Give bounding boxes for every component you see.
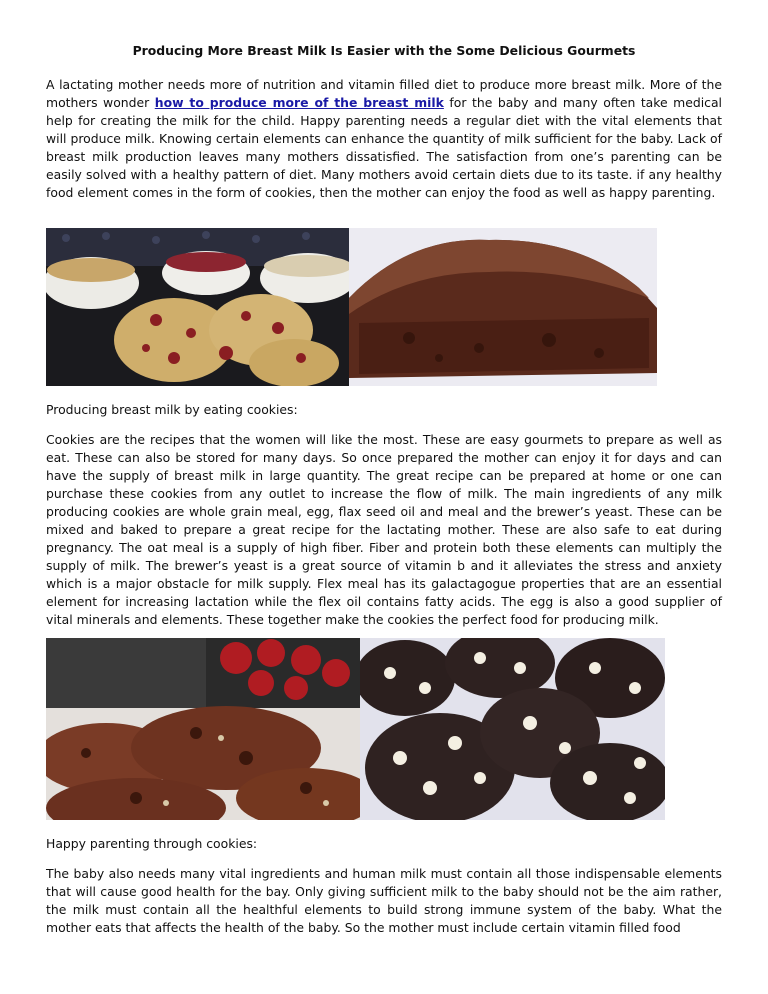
white-chip-cookies-photo: [360, 638, 665, 820]
cookies-paragraph: Cookies are the recipes that the women will like the most. These are easy gourmets to prepare as well as eat. These can also be stored for many days. So once prepared the mother can enjoy it for days and can have the supply of breast milk in large quantity. The great recipe can be prepared at home or one can purchase these cookies from any outlet to increase the flow of milk. The main ingredients of any milk producing cookies are whole grain meal, egg, flax seed oil and meal and the brewer’s yeast. These can be mixed and baked to prepare a great recipe for the lactating mother. These are also safe to eat during pregnancy. The oat meal is a supply of high fiber. Fiber and protein both these elements can multiply the supply of milk. The brewer’s yeast is a great source of vitamin b and it alleviates the stress and anxiety which is a major obstacle for milk supply. Flex meal has its galactagogue properties that are an essential element for increasing lactation while the flex oil contains fatty acids. The egg is also a good supplier of vital minerals and elements. These together make the cookies the perfect food for producing milk.: [46, 432, 722, 627]
brownie-photo: [349, 228, 657, 386]
chocolate-cookies-roses-photo: [46, 638, 360, 820]
parenting-paragraph: The baby also needs many vital ingredients and human milk must contain all those indispensable elements that will cause good health for the bay. Only giving sufficient milk to the baby should not be the aim rather, the milk must contain all the healthful elements to build strong immune system of the baby. What the mother eats that affects the health of the baby. So the mother must include certain vitamin filled food: [46, 866, 722, 935]
intro-text-before-link: A lactating mother needs more of nutrition and vitamin filled diet to produce more breast milk. More of the mothers wonder: [46, 77, 722, 110]
intro-paragraph: [46, 76, 722, 202]
oatmeal-cookies-photo: [46, 228, 349, 386]
section-heading-parenting: Happy parenting through cookies:: [46, 836, 258, 851]
document-title: Producing More Breast Milk Is Easier with the Some Delicious Gourmets: [132, 43, 636, 58]
breast-milk-link[interactable]: how to produce more of the breast milk: [154, 95, 444, 110]
intro-text-after-link: for the baby and many often take medical help for creating the milk for the child. Happy parenting needs a regular diet with the vital elements that will produce milk. Knowing certain elements can enhance the quantity of milk sufficient for the baby. Lack of breast milk production leaves many mothers dissatisfied. The satisfaction from one’s parenting can be easily solved with a healthy pattern of diet. Many mothers avoid certain diets due to its taste. if any healthy food element comes in the form of cookies, then the mother can enjoy the food as well as happy parenting.: [46, 95, 723, 200]
section-heading-cookies: Producing breast milk by eating cookies:: [46, 402, 298, 417]
